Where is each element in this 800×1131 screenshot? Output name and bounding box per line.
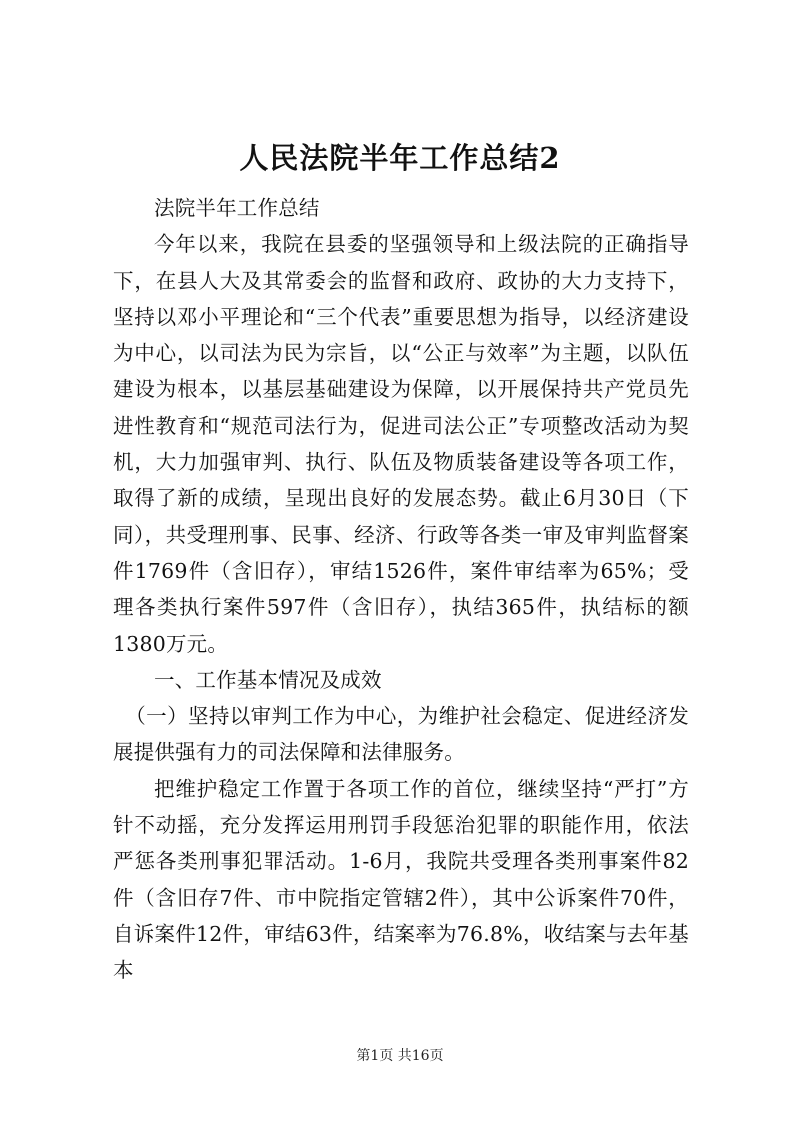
section-heading: 一、工作基本情况及成效 bbox=[154, 667, 382, 692]
document-title: 人民法院半年工作总结2 bbox=[239, 141, 561, 175]
body-paragraph: 把维护稳定工作置于各项工作的首位，继续坚持“严打”方针不动摇，充分发挥运用刑罚手段惩治犯罪的职能作用，依法严惩各类刑事犯罪活动。1-6月，我院共受理各类刑事案件82件（含旧存7件、市中院指定管辖2件），其中公诉案件70件，自诉案件12件，审结63件，结案率为76.8%，收结案与去年基本 bbox=[113, 776, 689, 983]
page-number-footer: 第1页 共16页 bbox=[356, 1048, 444, 1064]
intro-paragraph: 今年以来，我院在县委的坚强领导和上级法院的正确指导下，在县人大及其常委会的监督和政府、政协的大力支持下，坚持以邓小平理论和“三个代表”重要思想为指导，以经济建设为中心，以司法为民为宗旨，以“公正与效率”为主题，以队伍建设为根本，以基层基础建设为保障，以开展保持共产党员先进性教育和“规范司法行为，促进司法公正”专项整改活动为契机，大力加强审判、执行、队伍及物质装备建设等各项工作，取得了新的成绩，呈现出良好的发展态势。截止6月30日（下同），共受理刑事、民事、经济、行政等各类一审及审判监督案件1769件（含旧存），审结1526件，案件审结率为65%；受理各类执行案件597件（含旧存），执结365件，执结标的额1380万元。 bbox=[113, 232, 689, 656]
document-body bbox=[113, 190, 689, 989]
subtitle-paragraph: 法院半年工作总结 bbox=[154, 196, 320, 220]
subsection-heading: （一）坚持以审判工作为中心，为维护社会稳定、促进经济发展提供强有力的司法保障和法律服务。 bbox=[113, 704, 689, 765]
